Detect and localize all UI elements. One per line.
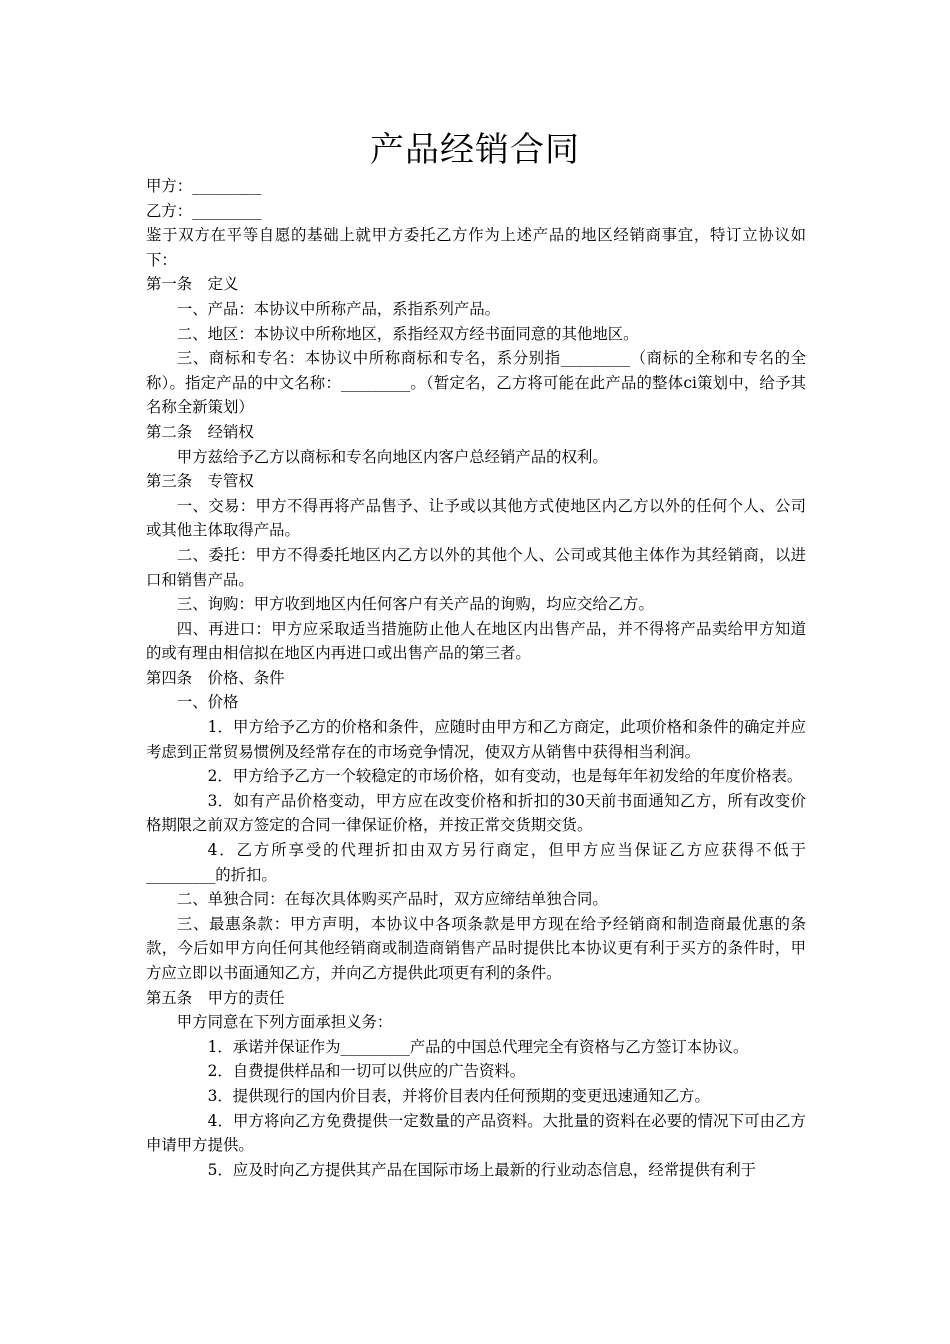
numbered-item: 3．提供现行的国内价目表，并将价目表内任何预期的变更迅速通知乙方。 (207, 1086, 710, 1105)
document-body (146, 174, 806, 1182)
numbered-item: 4．甲方将向乙方免费提供一定数量的产品资料。大批量的资料在必要的情况下可由乙方申请甲方提供。 (146, 1111, 806, 1155)
article-5-heading: 第五条 甲方的责任 (146, 988, 285, 1007)
clause: 四、再进口：甲方应采取适当措施防止他人在地区内出售产品，并不得将产品卖给甲方知道的或有理由相信拟在地区内再进口或出售产品的第三者。 (146, 619, 806, 663)
article-4-heading: 第四条 价格、条件 (146, 668, 285, 687)
clause: 二、委托：甲方不得委托地区内乙方以外的其他个人、公司或其他主体作为其经销商，以进口和销售产品。 (146, 545, 806, 589)
numbered-item: 2．自费提供样品和一切可以供应的广告资料。 (207, 1062, 526, 1081)
numbered-item: 5．应及时向乙方提供其产品在国际市场上最新的行业动态信息，经常提供有利于 (207, 1160, 757, 1179)
clause: 三、最惠条款：甲方声明，本协议中各项条款是甲方现在给予经销商和制造商最优惠的条款，今后如甲方向任何其他经销商或制造商销售产品时提供比本协议更有利于买方的条件时，甲方应立即以书面通知乙方，并向乙方提供此项更有利的条件。 (146, 914, 806, 982)
article-3-heading: 第三条 专管权 (146, 472, 254, 491)
clause: 一、产品：本协议中所称产品，系指系列产品。 (176, 299, 501, 318)
clause: 三、询购：甲方收到地区内任何客户有关产品的询购，均应交给乙方。 (176, 595, 654, 614)
numbered-item: 1．承诺并保证作为_________产品的中国总代理完全有资格与乙方签订本协议。 (207, 1037, 749, 1056)
clause: 一、交易：甲方不得再将产品售予、让予或以其他方式使地区内乙方以外的任何个人、公司或其他主体取得产品。 (146, 496, 806, 540)
numbered-item: 3．如有产品价格变动，甲方应在改变价格和折扣的30天前书面通知乙方，所有改变价格期限之前双方签定的合同一律保证价格，并按正常交货期交货。 (146, 791, 806, 835)
clause: 三、商标和专名：本协议中所称商标和专名，系分别指_________（商标的全称和专名的全称）。指定产品的中文名称：_________。（暂定名，乙方将可能在此产品的整体ci策划中，给予其名称全新策划） (146, 349, 806, 417)
party-a-line: 甲方：_________ (146, 177, 262, 195)
preamble: 鉴于双方在平等自愿的基础上就甲方委托乙方作为上述产品的地区经销商事宜，特订立协议如下： (146, 226, 806, 269)
document-title: 产品经销合同 (370, 130, 580, 170)
clause: 二、地区：本协议中所称地区，系指经双方经书面同意的其他地区。 (176, 324, 639, 343)
clause: 二、单独合同：在每次具体购买产品时，双方应缔结单独合同。 (176, 890, 608, 909)
numbered-item: 2．甲方给予乙方一个较稳定的市场价格，如有变动，也是每年年初发给的年度价格表。 (207, 767, 803, 786)
numbered-item: 1．甲方给予乙方的价格和条件，应随时由甲方和乙方商定，此项价格和条件的确定并应考虑到正常贸易惯例及经常存在的市场竞争情况，使双方从销售中获得相当利润。 (146, 718, 806, 761)
article-2-heading: 第二条 经销权 (146, 422, 254, 441)
party-b-line: 乙方：_________ (146, 201, 262, 220)
sub-heading: 一、价格 (176, 693, 239, 712)
clause: 甲方兹给予乙方以商标和专名向地区内客户总经销产品的权利。 (176, 447, 608, 466)
clause: 甲方同意在下列方面承担义务： (176, 1013, 393, 1032)
numbered-item: 4．乙方所享受的代理折扣由双方另行商定，但甲方应当保证乙方应获得不低于_________的折扣。 (146, 841, 806, 884)
article-1-heading: 第一条 定义 (146, 275, 239, 294)
